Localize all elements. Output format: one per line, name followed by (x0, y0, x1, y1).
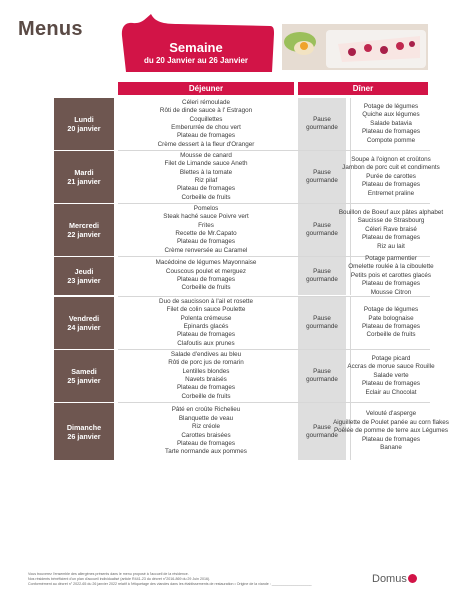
day-label (54, 151, 114, 203)
snack-label: Pause (313, 169, 331, 176)
lunch-item: Coquillettes (189, 115, 223, 123)
dinner-item: Accras de morue sauce Rouille (347, 363, 435, 371)
logo-text: Domus (372, 573, 407, 585)
page-title: Menus (18, 18, 83, 40)
dinner-item: Omelette roulée à la ciboulette (348, 263, 434, 271)
lunch-item: Blanquette de veau (178, 414, 234, 422)
footer-notes (28, 572, 338, 587)
day-date: 22 janvier (67, 230, 101, 239)
lunch-item: Lentilles blondes (182, 367, 230, 375)
dinner-item: Bouillon de Boeuf aux pâtes alphabet (338, 208, 444, 216)
lunch-item: Plateau de fromages (176, 238, 236, 246)
lunch-item: Corbeille de fruits (181, 193, 231, 201)
lunch-item: Couscous poulet et merguez (165, 267, 247, 275)
dinner-item: Salade verte (373, 371, 409, 379)
day-label (54, 403, 114, 460)
dinner-item: Plateau de fromages (361, 380, 421, 388)
day-date: 21 janvier (67, 177, 101, 186)
dinner-item: Aiguillette de Poulet panée au corn flakes (333, 418, 449, 426)
lunch-item: Corbeille de fruits (181, 284, 231, 292)
lunch-item: Corbeille de fruits (181, 392, 231, 400)
snack-label: gourmande (306, 230, 338, 237)
dinner-item: Potage de légumes (363, 102, 419, 110)
lunch-item: Tarte normande aux pommes (165, 448, 247, 456)
dinner-item: Plateau de fromages (361, 181, 421, 189)
lunch-menu (118, 204, 294, 256)
snack-label: Pause (313, 368, 331, 375)
dinner-item: Entremet praline (367, 189, 415, 197)
week-dates: du 20 Janvier au 26 Janvier (143, 56, 249, 65)
dinner-item: Velouté d'asperge (365, 410, 417, 418)
lunch-item: Riz créole (192, 423, 220, 431)
day-row-monday (54, 98, 430, 150)
lunch-item: Polenta crémeuse (180, 314, 232, 322)
lunch-item: Epinards glacés (183, 323, 229, 330)
lunch-item: Crème dessert à la fleur d'Oranger (157, 140, 255, 148)
lunch-item: Mousse de canard (180, 151, 232, 159)
lunch-item: Pomelos (193, 204, 219, 212)
day-date: 20 janvier (67, 124, 101, 133)
lunch-item: Plateau de fromages (176, 185, 236, 193)
lunch-menu (118, 151, 294, 203)
snack-label: gourmande (306, 276, 338, 283)
lunch-item: Emberurrée de chou vert (171, 124, 241, 131)
dinner-item: Salade batavia (370, 119, 412, 127)
snack-label: gourmande (306, 376, 338, 383)
dinner-item: Mousse Citron (370, 288, 412, 296)
lunch-item: Rôti de porc jus de romarin (168, 359, 244, 367)
snack-label: gourmande (306, 177, 338, 184)
dinner-item: Riz au lait (377, 242, 405, 250)
lunch-item: Navets braisés (185, 376, 227, 383)
dinner-menu (350, 98, 431, 150)
day-date: 24 janvier (67, 323, 101, 332)
dinner-item: Poêlée de pomme de terre aux Légumes (333, 427, 449, 435)
dinner-item: Eclair au Chocolat (365, 388, 417, 396)
lunch-item: Crème renversée au Caramel (164, 246, 248, 254)
snack-label: gourmande (306, 323, 338, 330)
lunch-menu (118, 98, 294, 150)
dinner-item: Compote pomme (366, 136, 416, 144)
lunch-item: Steak haché sauce Poivre vert (163, 213, 249, 221)
lunch-menu (118, 297, 294, 349)
dinner-item: Potage picard (371, 354, 411, 362)
footer-line: Nos résidents bénéficient d'un plan d'accueil individualisé (article R441-23 du décret n°2016-869 du 29 Juin 2016). (28, 577, 211, 581)
day-row-tuesday (54, 151, 440, 203)
day-date: 25 janvier (67, 376, 101, 385)
lunch-item: Riz pilaf (194, 177, 218, 184)
lunch-item: Salade d'endives au bleu (170, 350, 242, 358)
snack-label: Pause (313, 268, 331, 275)
lunch-item: Plateau de fromages (176, 276, 236, 283)
dinner-item: Petits pois et carottes glacés (350, 271, 432, 279)
dinner-item: Corbeille de fruits (366, 331, 416, 339)
dinner-item: Plateau de fromages (361, 234, 421, 242)
day-label (54, 350, 114, 402)
lunch-item: Pâté en croûte Richelieu (171, 406, 241, 414)
lunch-item: Blettes à la tomate (179, 168, 233, 176)
lunch-item: Rôti de dinde sauce à l' Estragon (159, 107, 253, 115)
dinner-menu (350, 297, 431, 349)
dinner-item: Céleri Rave braisé (365, 225, 417, 233)
day-name: Vendredi (68, 314, 100, 323)
day-row-friday (54, 297, 430, 349)
day-row-thursday (54, 254, 434, 296)
snack-label: Pause (313, 315, 331, 322)
logo-mark-icon (408, 574, 417, 583)
dinner-item: Saucisse de Strasbourg (357, 217, 425, 225)
day-label (54, 204, 114, 256)
footer-line: Conformément au décret n° 2022-65 du 26 janvier 2022 relatif à l'étiquetage des viandes dans les établissements de restauration • Origine de la viande : ____________________ (28, 582, 312, 586)
footer-line: Vous trouverez l'ensemble des allergènes présents dans le menu proposé à l'accueil de la résidence. (28, 572, 189, 576)
dinner-item: Banane (380, 444, 402, 452)
lunch-menu (118, 403, 294, 460)
food-photo (282, 24, 428, 70)
day-name: Jeudi (74, 267, 94, 276)
day-label (54, 98, 114, 150)
snack-label: Pause (313, 423, 331, 431)
lunch-item: Plateau de fromages (176, 439, 236, 447)
day-name: Mercredi (69, 221, 99, 230)
dinner-menu (342, 151, 440, 203)
lunch-menu (118, 257, 294, 295)
snack-label: gourmande (306, 124, 338, 131)
snack-label: gourmande (306, 431, 338, 439)
day-name: Dimanche (66, 422, 102, 432)
dinner-menu (348, 254, 434, 296)
domus-logo (372, 573, 417, 585)
day-row-sunday (54, 403, 449, 460)
dinner-menu (333, 403, 449, 460)
day-date: 23 janvier (67, 276, 101, 285)
day-label (54, 297, 114, 349)
day-row-saturday (54, 350, 435, 402)
dinner-item: Jambon de porc cuit et condiments (342, 164, 440, 172)
dinner-item: Plateau de fromages (361, 323, 421, 330)
lunch-item: Macédoine de légumes Mayonnaise (155, 259, 257, 267)
dinner-column-header: Dîner (298, 82, 428, 95)
lunch-item: Plateau de fromages (176, 132, 236, 140)
lunch-item: Filet de colin sauce Poulette (166, 306, 246, 314)
dinner-item: Plateau de fromages (361, 435, 421, 443)
lunch-item: Filet de Limande sauce Aneth (164, 160, 248, 168)
dinner-item: Plateau de fromages (361, 128, 421, 136)
day-name: Lundi (74, 115, 94, 124)
dinner-menu (347, 350, 435, 402)
snack-label: Pause (313, 116, 331, 123)
lunch-item: Carottes braisées (181, 431, 231, 439)
lunch-item: Plateau de fromages (176, 384, 236, 392)
week-banner-text (118, 40, 274, 65)
dinner-item: Soupe à l'oignon et croûtons (351, 155, 431, 163)
dinner-item: Potage parmentier (365, 254, 417, 262)
day-label (54, 257, 114, 295)
lunch-column-header: Déjeuner (118, 82, 294, 95)
lunch-item: Frites (198, 221, 214, 229)
dinner-item: Plateau de fromages (361, 280, 421, 288)
dinner-item: Purée de carottes (366, 172, 416, 180)
lunch-item: Plateau de fromages (176, 331, 236, 339)
lunch-item: Clafoutis aux prunes (177, 339, 235, 347)
dinner-item: Quiche aux légumes (362, 111, 420, 119)
dinner-menu (338, 204, 444, 256)
day-date: 26 janvier (67, 431, 101, 441)
lunch-item: Recette de Mr.Capato (175, 230, 237, 237)
lunch-item: Duo de saucisson à l'ail et rosette (159, 297, 253, 305)
week-title: Semaine (169, 40, 223, 55)
day-row-wednesday (54, 204, 444, 256)
lunch-menu (118, 350, 294, 402)
day-name: Samedi (71, 367, 97, 376)
dinner-item: Potage de légumes (363, 306, 419, 314)
day-name: Mardi (74, 168, 94, 177)
snack-label: Pause (313, 222, 331, 229)
lunch-item: Céleri rémoulade (182, 98, 230, 106)
dinner-item: Pate bolognaise (368, 314, 414, 322)
